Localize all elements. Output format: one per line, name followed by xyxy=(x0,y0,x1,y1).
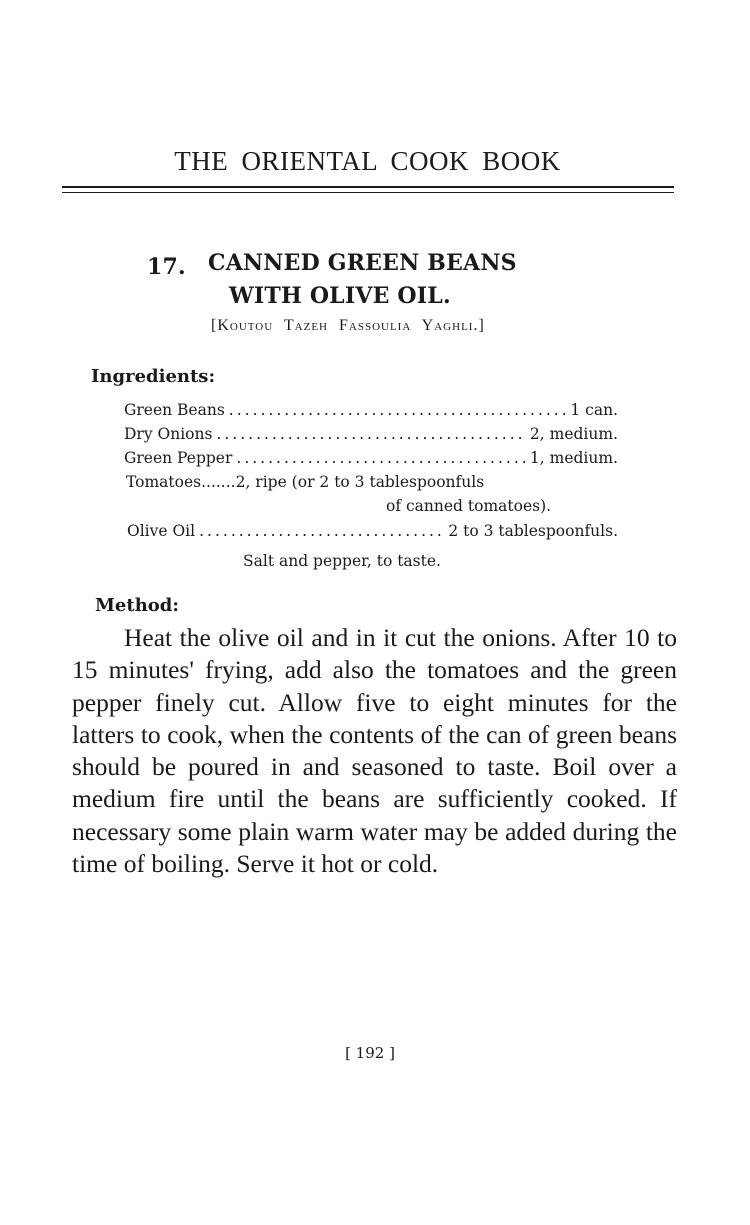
ingredient-row xyxy=(124,449,618,467)
method-heading: Method: xyxy=(95,595,180,616)
ingredient-name: Olive Oil xyxy=(127,522,196,540)
recipe-number: 17. xyxy=(147,254,186,280)
header-rule-thin xyxy=(62,192,674,193)
ingredient-quantity: 2 to 3 tablespoonfuls. xyxy=(448,522,618,540)
ingredient-row xyxy=(124,401,618,419)
recipe-title-line-1: CANNED GREEN BEANS xyxy=(208,250,517,276)
ingredient-line-continuation: of canned tomatoes). xyxy=(386,497,552,515)
ingredient-quantity: 2, medium. xyxy=(529,425,618,443)
leader-dots xyxy=(229,401,567,419)
ingredient-row xyxy=(127,522,618,540)
running-head: THE ORIENTAL COOK BOOK xyxy=(174,146,561,176)
seasoning-line: Salt and pepper, to taste. xyxy=(243,552,441,570)
ingredients-heading: Ingredients: xyxy=(91,366,216,387)
page-number: [ 192 ] xyxy=(345,1044,395,1062)
ingredient-quantity: 1, medium. xyxy=(529,449,618,467)
method-paragraph: Heat the olive oil and in it cut the onions. After 10 to 15 minutes' frying, add also the tomatoes and the green pepper finely cut. Allow five to eight minutes for the latters to cook, when the contents of the can of green beans should be poured in and seasoned to taste. Boil over a medium fire until the beans are sufficiently cooked. If necessary some plain warm water may be added during the time of boiling. Serve it hot or cold. xyxy=(72,623,677,879)
ingredient-line-tomatoes: Tomatoes.......2, ripe (or 2 to 3 tablespoonfuls xyxy=(126,473,485,491)
leader-dots xyxy=(216,425,525,443)
ingredient-quantity: 1 can. xyxy=(570,401,618,419)
ingredient-name: Dry Onions xyxy=(124,425,213,443)
leader-dots xyxy=(236,449,526,467)
ingredient-name: Green Pepper xyxy=(124,449,233,467)
leader-dots xyxy=(199,522,444,540)
recipe-title-line-2: WITH OLIVE OIL. xyxy=(229,283,451,309)
ingredient-row xyxy=(124,425,618,443)
recipe-subtitle: [Koutou Tazeh Fassoulia Yaghli.] xyxy=(211,317,485,334)
header-rule-thick xyxy=(62,186,674,188)
ingredient-name: Green Beans xyxy=(124,401,225,419)
